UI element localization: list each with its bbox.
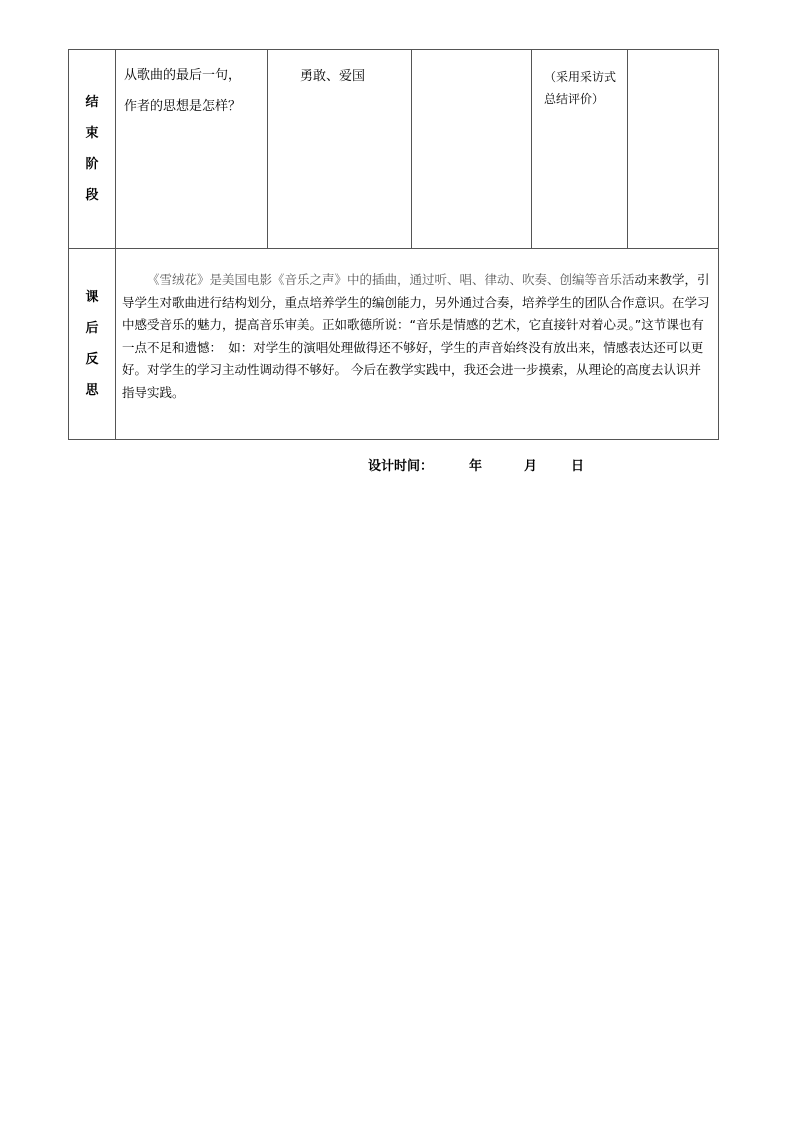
month-label: 月: [524, 459, 538, 474]
reflection-label-cell: [69, 249, 116, 440]
empty-cell: [628, 50, 719, 249]
reflection-body: 动来教学，引导学生对歌曲进行结构划分，重点培养学生的编创能力，另外通过合奏，培养学生的团队合作意识。在学习中感受音乐的魅力，提高音乐审美。正如歌德所说：“音乐是情感的艺术，它直接针对着心灵。”这节课也有一点不足和遗憾： 如：对学生的演唱处理做得还不够好，学生的声音始终没有放出来，情感表达还可以更好。对学生的学习主动性调动得不够好。 今后在教学实践中，我还会进一步摸索，从理论的高度去认识并指导实践。: [122, 272, 710, 400]
reflection-label: 课 后 反 思: [85, 290, 99, 398]
year-label: 年: [469, 459, 483, 474]
answer-cell: [268, 50, 412, 249]
lesson-plan-table: [68, 49, 719, 440]
reflection-cell: [116, 249, 719, 440]
evaluation-cell: [532, 50, 628, 249]
reflection-row: [69, 249, 719, 440]
closing-stage-row: [69, 50, 719, 249]
closing-question: 从歌曲的最后一句， 作者的思想是怎样？: [124, 68, 242, 114]
reflection-lead: 《雪绒花》是美国电影《音乐之声》中的插曲，通过听、唱、律动、吹奏、创编等音乐活: [147, 272, 635, 287]
closing-answer: 勇敢、爱国: [300, 69, 366, 84]
design-time: [368, 455, 584, 474]
question-cell: [116, 50, 268, 249]
empty-cell: [412, 50, 532, 249]
closing-stage-label: 结 束 阶 段: [85, 95, 99, 203]
closing-stage-label-cell: [69, 50, 116, 249]
design-time-label: 设计时间：: [368, 459, 434, 474]
reflection-text: [116, 249, 718, 404]
day-label: 日: [571, 459, 585, 474]
evaluation-note: （采用采访式 总结评价）: [544, 70, 617, 106]
